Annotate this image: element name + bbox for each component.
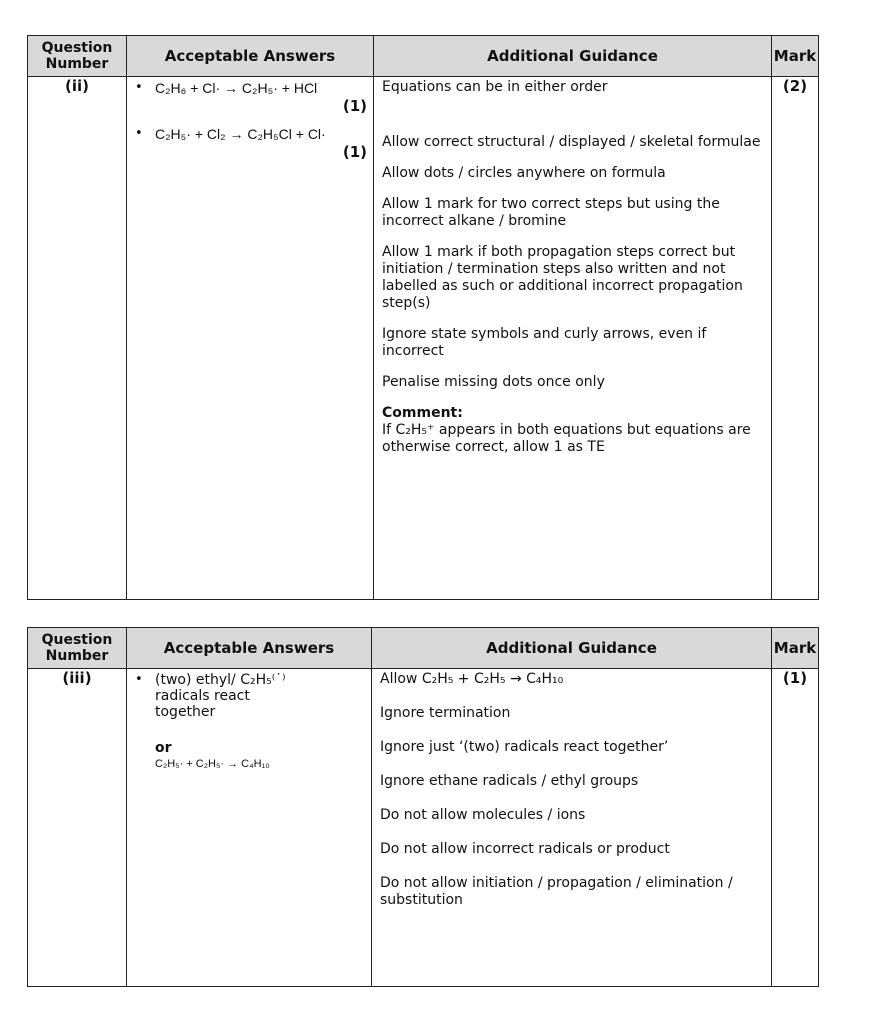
table-header-row	[28, 36, 819, 77]
question-number: (ii)	[28, 77, 127, 600]
guidance-item: Allow 1 mark for two correct steps but using the incorrect alkane / bromine	[382, 196, 720, 229]
additional-guidance-cell	[374, 77, 772, 600]
header-additional-guidance: Additional Guidance	[374, 36, 772, 77]
header-mark: Mark	[772, 36, 819, 77]
bullet-icon: •	[135, 80, 143, 95]
additional-guidance-cell	[372, 669, 772, 987]
answer-mark: (1)	[342, 143, 367, 161]
mark-value: (1)	[772, 669, 819, 987]
guidance-item: Ignore termination	[380, 705, 511, 721]
comment-text: If C₂H₅⁺ appears in both equations but equations are otherwise correct, allow 1 as TE	[382, 422, 751, 455]
guidance-item: Do not allow incorrect radicals or product	[380, 841, 670, 857]
guidance-item: Ignore just ‘(two) radicals react together’	[380, 739, 669, 755]
acceptable-answers-cell	[127, 77, 374, 600]
header-acceptable-answers: Acceptable Answers	[127, 36, 374, 77]
guidance-item: Ignore ethane radicals / ethyl groups	[380, 773, 639, 789]
answer-item	[127, 672, 371, 720]
answer-text: (two) ethyl/ C₂H₅⁽˙⁾ radicals react together	[155, 672, 286, 720]
guidance-item: Do not allow molecules / ions	[380, 807, 586, 823]
question-number: (iii)	[28, 669, 127, 987]
header-question-number: Question Number	[28, 36, 127, 77]
guidance-item: Allow C₂H₅ + C₂H₅ → C₄H₁₀	[380, 671, 564, 687]
answer-alt-equation: C₂H₅· + C₂H₅· → C₄H₁₀	[155, 758, 270, 770]
answer-equation: C₂H₅· + Cl₂ → C₂H₅Cl + Cl·	[155, 126, 326, 142]
guidance-item: Do not allow initiation / propagation / elimination / substitution	[380, 875, 733, 908]
bullet-icon: •	[135, 126, 143, 141]
bullet-icon: •	[135, 672, 143, 687]
answer-or: or	[155, 740, 172, 756]
table-row	[28, 77, 819, 600]
header-acceptable-answers: Acceptable Answers	[127, 628, 372, 669]
header-mark: Mark	[772, 628, 819, 669]
table-row	[28, 669, 819, 987]
answer-mark: (1)	[342, 97, 367, 115]
mark-value: (2)	[772, 77, 819, 600]
comment-label: Comment:	[382, 405, 463, 421]
answer-item	[127, 80, 373, 96]
guidance-item: Allow dots / circles anywhere on formula	[382, 165, 666, 181]
header-additional-guidance: Additional Guidance	[372, 628, 772, 669]
mark-scheme-table-iii	[27, 627, 819, 987]
guidance-item: Penalise missing dots once only	[382, 374, 605, 390]
guidance-item: Allow 1 mark if both propagation steps correct but initiation / termination steps also written and not labelled as such or additional incorrect propagation step(s)	[382, 244, 743, 311]
header-question-number: Question Number	[28, 628, 127, 669]
answer-equation: C₂H₆ + Cl· → C₂H₅· + HCl	[155, 80, 318, 96]
guidance-item: Allow correct structural / displayed / skeletal formulae	[382, 134, 761, 150]
guidance-item: Ignore state symbols and curly arrows, even if incorrect	[382, 326, 707, 359]
guidance-item: Equations can be in either order	[382, 79, 608, 95]
mark-scheme-table-ii	[27, 35, 819, 600]
table-header-row	[28, 628, 819, 669]
acceptable-answers-cell	[127, 669, 372, 987]
answer-item	[127, 126, 373, 142]
